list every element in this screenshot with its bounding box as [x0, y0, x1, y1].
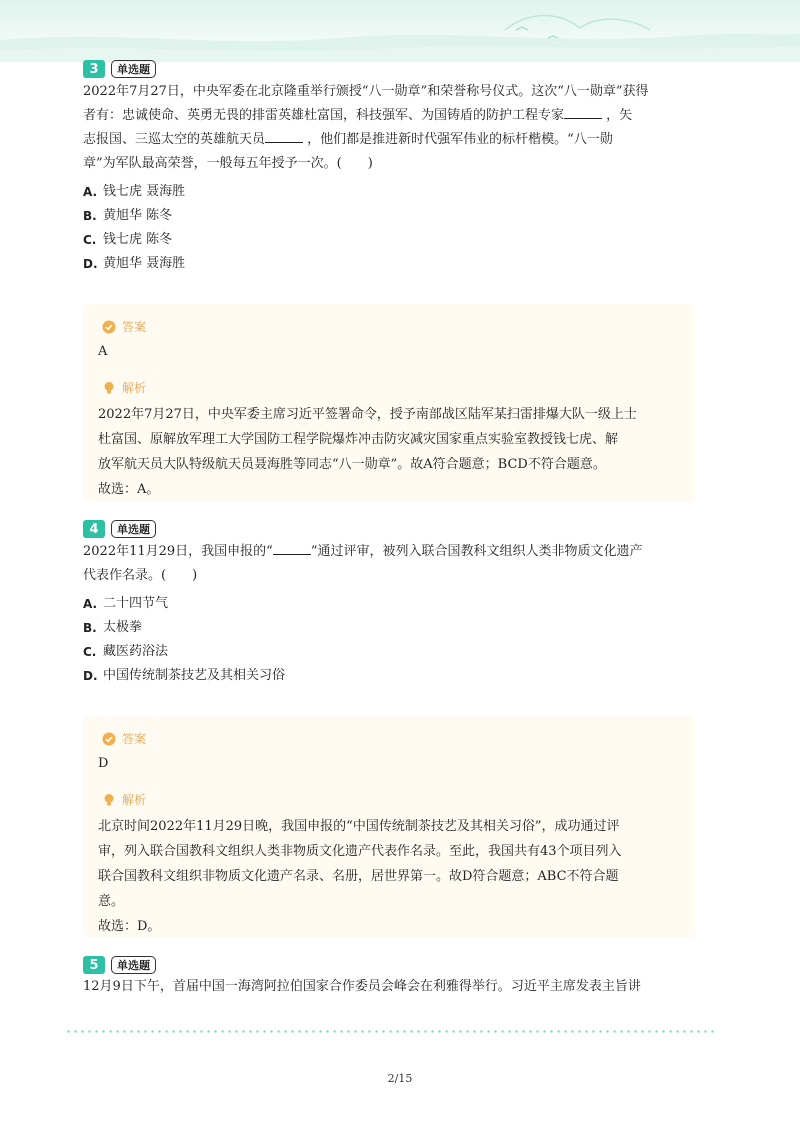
answer-panel: [83, 716, 695, 938]
question-header: [83, 520, 156, 538]
page-number: 2/15: [387, 1072, 413, 1085]
header-wave-decoration: [0, 0, 800, 62]
analysis-line: 杜富国、原解放军理工大学国防工程学院爆炸冲击防灾减灾国家重点实验室教授钱七虎、解: [98, 432, 619, 447]
analysis-line: 北京时间2022年11月29日晚，我国申报的“中国传统制茶技艺及其相关习俗”，成功通过评: [98, 819, 620, 834]
option-list: [83, 180, 185, 276]
question-number-badge: 5: [83, 956, 105, 974]
stem-text: 2022年11月29日，我国申报的“: [83, 544, 273, 559]
answer-panel: [83, 304, 695, 502]
option-c[interactable]: C. 钱七虎 陈冬: [83, 232, 173, 247]
answer-blank: [564, 104, 602, 119]
analysis-line: 故选：A。: [98, 482, 160, 497]
answer-label-row: [102, 318, 146, 335]
header-banner: [0, 0, 800, 62]
stem-line: 章”为军队最高荣誉，一般每五年授予一次。( ): [83, 156, 373, 171]
question-type-badge: 单选题: [111, 60, 156, 78]
question-header: [83, 956, 156, 974]
stem-text: ，他们都是推进新时代强军伟业的标杆楷模。“八一勋: [307, 132, 613, 147]
stem-line: [83, 104, 711, 128]
analysis-line: 2022年7月27日，中央军委主席习近平签署命令，授予南部战区陆军某扫雷排爆大队一级上士: [98, 407, 637, 422]
check-badge-icon: [102, 732, 116, 746]
analysis-line: 意。: [98, 894, 125, 909]
analysis-label-row: [102, 791, 146, 808]
analysis-line: 联合国教科文组织非物质文化遗产名录、名册，居世界第一。故D符合题意；ABC不符合题: [98, 869, 619, 884]
stem-line: 代表作名录。( ): [83, 568, 198, 583]
answer-blank: [273, 540, 311, 555]
stem-line: 12月9日下午，首届中国一海湾阿拉伯国家合作委员会峰会在利雅得举行。习近平主席发表主旨讲: [83, 979, 641, 994]
lightbulb-icon: [102, 381, 116, 395]
answer-label: 答案: [122, 320, 147, 334]
option-list: [83, 592, 285, 688]
answer-label-row: [102, 730, 146, 747]
question-header: [83, 60, 156, 78]
question-stem: [83, 975, 711, 999]
analysis-text: [98, 402, 683, 502]
question-stem: [83, 540, 711, 588]
footer-divider: [65, 1030, 715, 1033]
stem-text: ”通过评审，被列入联合国教科文组织人类非物质文化遗产: [310, 544, 643, 559]
stem-text: 志报国、三巡太空的英雄航天员: [83, 132, 266, 147]
option-c[interactable]: C. 藏医药浴法: [83, 644, 169, 659]
question-number-badge: 4: [83, 520, 105, 538]
option-a[interactable]: A. 二十四节气: [83, 596, 169, 611]
analysis-label: 解析: [122, 793, 147, 807]
stem-text: ，矢: [606, 108, 633, 123]
stem-line: [83, 128, 711, 152]
analysis-line: 故选：D。: [98, 919, 161, 934]
stem-line: [83, 540, 711, 564]
analysis-label: 解析: [122, 381, 147, 395]
lightbulb-icon: [102, 793, 116, 807]
option-b[interactable]: B. 太极拳: [83, 620, 143, 635]
option-d[interactable]: D. 黄旭华 聂海胜: [83, 256, 186, 271]
answer-value: D: [98, 756, 109, 771]
question-number-badge: 3: [83, 60, 105, 78]
answer-value: A: [98, 344, 108, 359]
analysis-text: [98, 814, 683, 939]
question-type-badge: 单选题: [111, 520, 156, 538]
check-badge-icon: [102, 320, 116, 334]
question-stem: [83, 80, 711, 176]
analysis-label-row: [102, 379, 146, 396]
stem-line: 2022年7月27日，中央军委在北京隆重举行颁授“八一勋章”和荣誉称号仪式。这次“八一勋章”获得: [83, 84, 649, 99]
option-b[interactable]: B. 黄旭华 陈冬: [83, 208, 173, 223]
analysis-line: 放军航天员大队特级航天员聂海胜等同志“八一勋章”。故A符合题意；BCD不符合题意。: [98, 457, 606, 472]
option-a[interactable]: A. 钱七虎 聂海胜: [83, 184, 186, 199]
stem-text: 者有：忠诚使命、英勇无畏的排雷英雄杜富国，科技强军、为国铸盾的防护工程专家: [83, 108, 565, 123]
answer-blank: [265, 128, 303, 143]
answer-label: 答案: [122, 732, 147, 746]
option-d[interactable]: D. 中国传统制茶技艺及其相关习俗: [83, 668, 286, 683]
question-type-badge: 单选题: [111, 956, 156, 974]
analysis-line: 审，列入联合国教科文组织人类非物质文化遗产代表作名录。至此，我国共有43个项目列入: [98, 844, 622, 859]
